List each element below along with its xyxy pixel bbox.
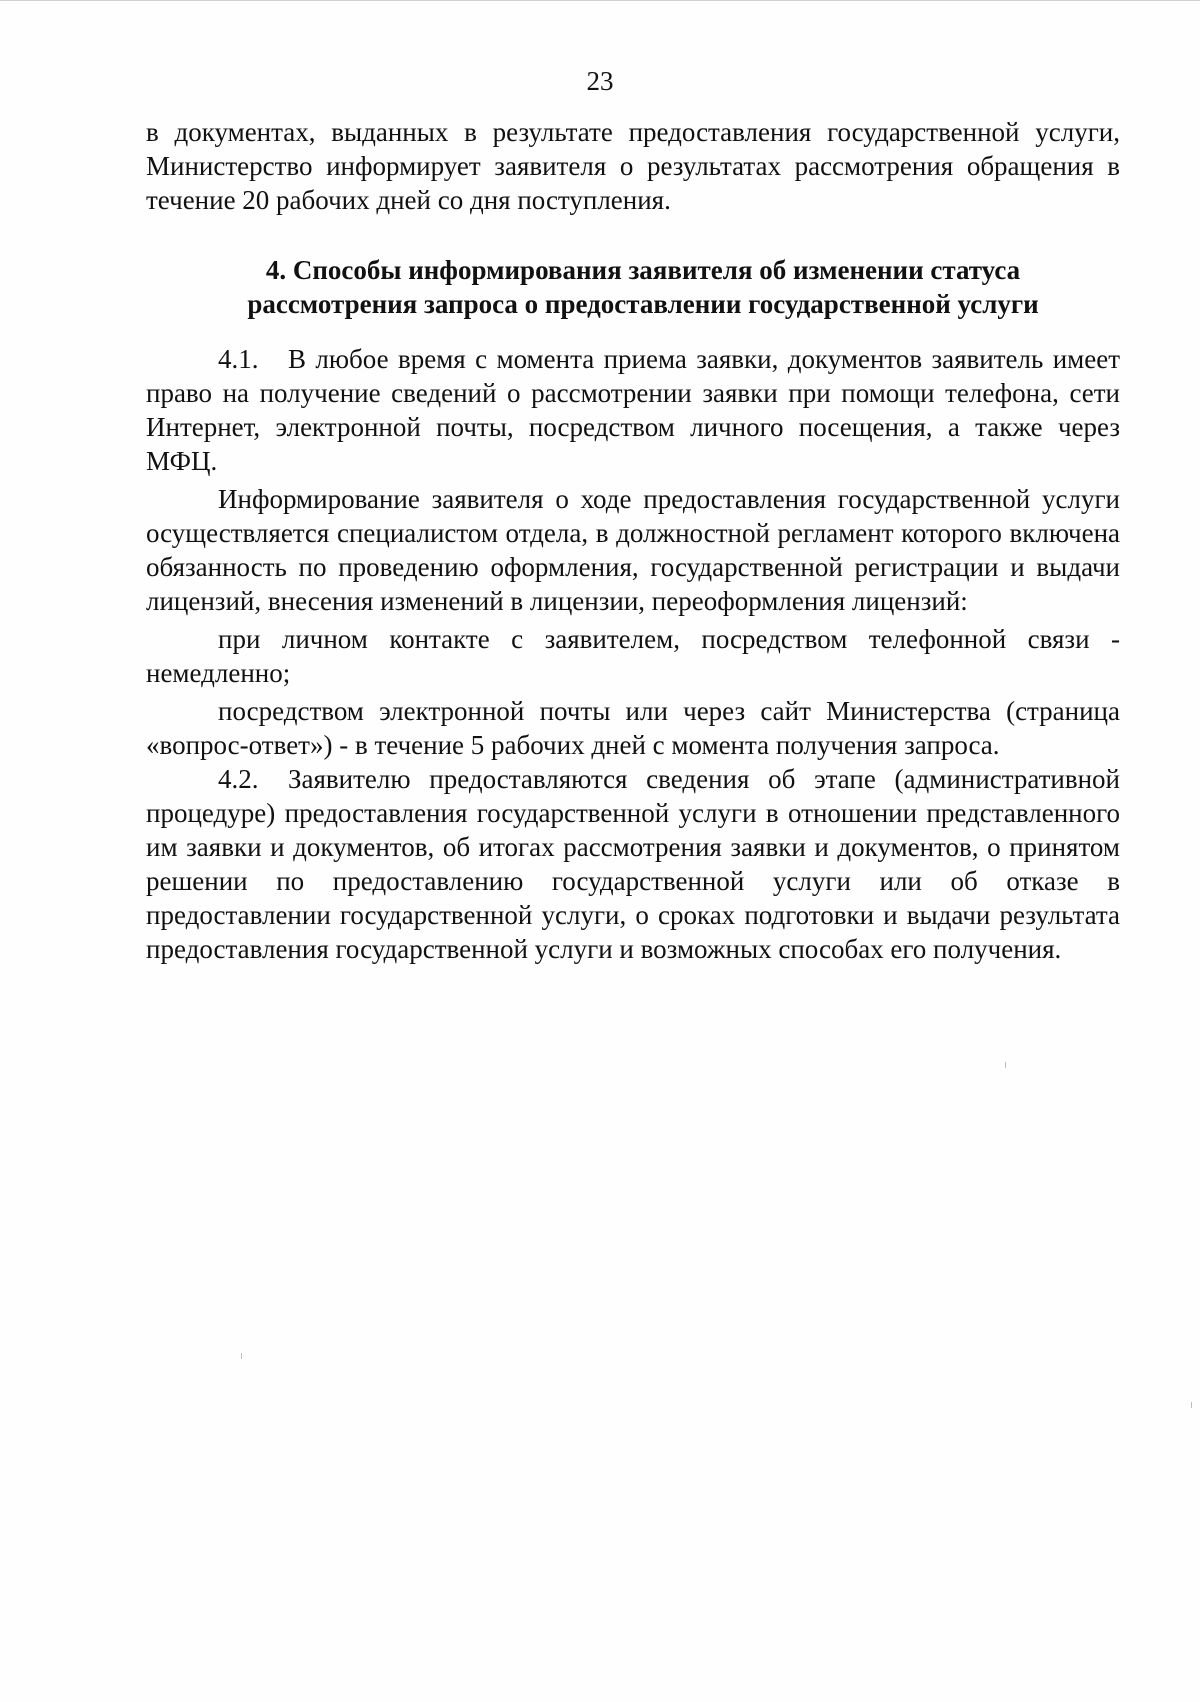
- paragraph-4-2: [146, 762, 1120, 966]
- informing-paragraph: Информирование заявителя о ходе предоставления государственной услуги осуществляется специалистом отдела, в должностной регламент которого включена обязанность по проведению оформления, государственной регистрации и выдачи лицензий, внесения изменений в лицензии, переоформления лицензий:: [146, 484, 1120, 616]
- scan-speck: [1005, 1062, 1006, 1068]
- paragraph-4-1-number: 4.1.: [218, 344, 259, 374]
- section-heading-line-1: 4. Способы информирования заявителя об изменении статуса: [265, 255, 1021, 285]
- intro-paragraph: в документах, выданных в результате предоставления государственной услуги, Министерство информирует заявителя о результатах рассмотрения обращения в течение 20 рабочих дней со дня поступления.: [146, 117, 1120, 215]
- section-heading-line-2: рассмотрения запроса о предоставлении государственной услуги: [247, 289, 1039, 319]
- scan-speck: [1191, 1402, 1192, 1408]
- scan-speck: [241, 1353, 242, 1359]
- personal-contact-paragraph: при личном контакте с заявителем, посредством телефонной связи - немедленно;: [146, 624, 1120, 688]
- paragraph-4-1: [146, 342, 1120, 478]
- paragraph-4-2-number: 4.2.: [218, 764, 259, 794]
- section-heading: [146, 253, 1120, 321]
- email-paragraph: посредством электронной почты или через сайт Министерства (страница «вопрос-ответ») - в течение 5 рабочих дней с момента получения запроса.: [146, 696, 1120, 760]
- paragraph-4-1-text: В любое время с момента приема заявки, документов заявитель имеет право на получение сведений о рассмотрении заявки при помощи телефона, сети Интернет, электронной почты, посредством личного посещения, а также через МФЦ.: [146, 344, 1120, 476]
- page-number: 23: [586, 66, 614, 96]
- paragraph-4-2-text: Заявителю предоставляются сведения об этапе (административной процедуре) предоставления государственной услуги в отношении представленного им заявки и документов, об итогах рассмотрения заявки и документов, о принятом решении по предоставлению государственной услуги или об отказе в предоставлении государственной услуги, о сроках подготовки и выдачи результата предоставления государственной услуги и возможных способах его получения.: [146, 764, 1120, 964]
- scan-edge-line: [0, 0, 1200, 1]
- document-body: [146, 115, 1120, 966]
